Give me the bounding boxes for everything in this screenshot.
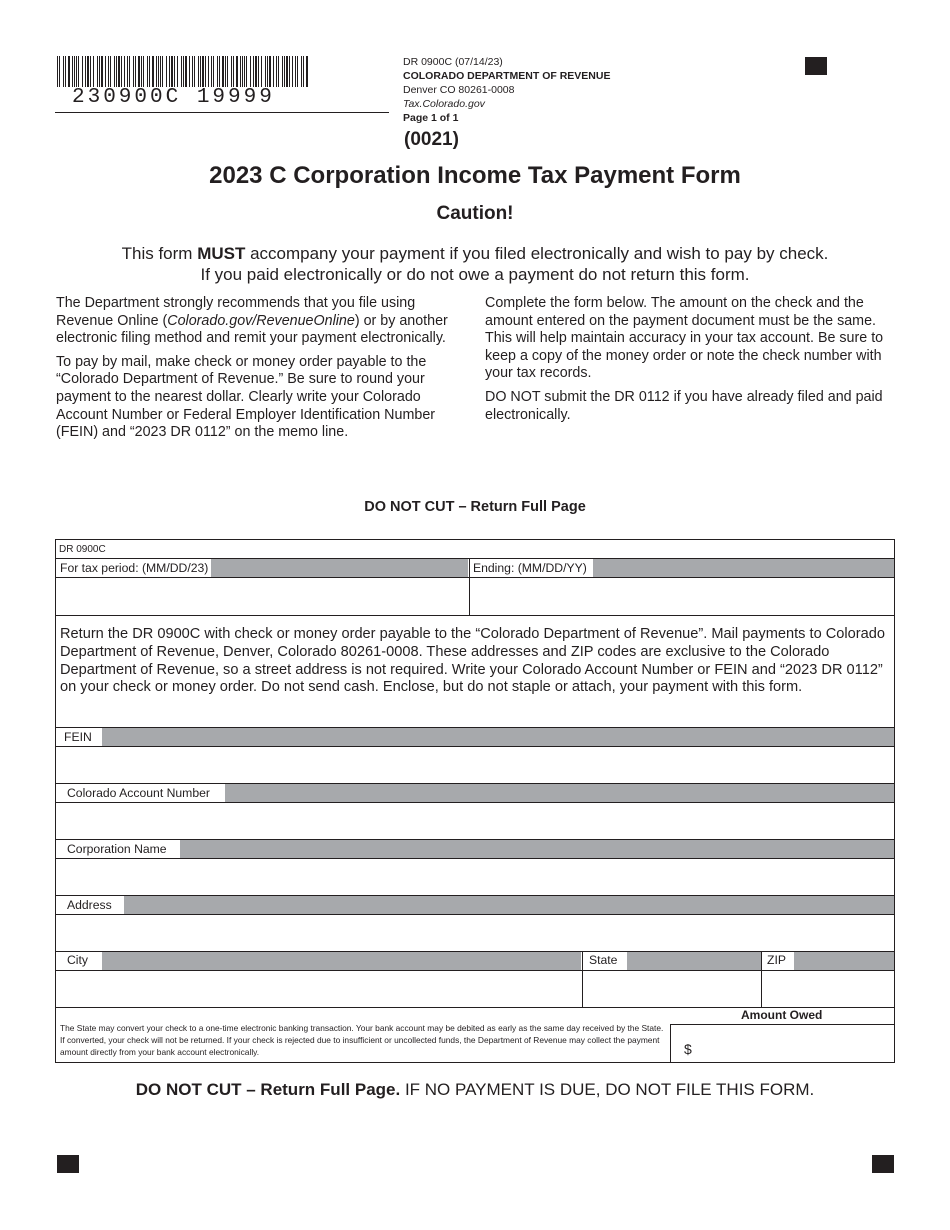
corporation-name-field[interactable] (57, 859, 893, 894)
barcode-bar (276, 56, 277, 87)
address-label: Address (67, 898, 112, 912)
barcode-bar (68, 56, 70, 87)
barcode-bar (267, 56, 268, 87)
barcode-bar (121, 56, 122, 87)
barcode-bar (183, 56, 184, 87)
barcode-bar (244, 56, 245, 87)
barcode-bar (93, 56, 94, 87)
barcode-bar (118, 56, 120, 87)
barcode-underline (55, 112, 389, 113)
barcode-bar (63, 56, 64, 87)
barcode-bar (177, 56, 178, 87)
barcode-bar (85, 56, 86, 87)
registration-mark-top-right (805, 57, 827, 75)
amount-owed-field[interactable] (696, 1026, 892, 1060)
barcode-bar (97, 56, 98, 87)
form-header-info (403, 55, 610, 125)
barcode-bar (78, 56, 79, 87)
barcode-bar (200, 56, 201, 87)
account-number-label: Colorado Account Number (67, 786, 210, 800)
instructions-right-column (485, 295, 897, 430)
barcode-bar (217, 56, 218, 87)
barcode-bar (158, 56, 159, 87)
barcode-bar (261, 56, 262, 87)
barcode-bar (194, 56, 195, 87)
registration-mark-bottom-right (872, 1155, 894, 1173)
barcode-bar (306, 56, 308, 87)
state-label: State (589, 953, 618, 967)
barcode-bar (255, 56, 257, 87)
instruction-complete-form: Complete the form below. The amount on the check and the amount entered on the payment document must be the same. This will help maintain accuracy in your tax account. Be sure to keep a copy of the money order or note the check number with your tax records. (485, 295, 884, 382)
barcode-bar (198, 56, 199, 87)
department-name: COLORADO DEPARTMENT OF REVENUE (403, 70, 611, 82)
state-field[interactable] (584, 971, 760, 1006)
intro-notice (0, 243, 950, 285)
dollar-sign: $ (684, 1041, 692, 1057)
instructions-left-column (56, 295, 468, 448)
barcode-bar (258, 56, 259, 87)
barcode-bar (301, 56, 302, 87)
barcode-bar (72, 56, 73, 87)
barcode-bar (149, 56, 150, 87)
intro-line-1-end: accompany your payment if you filed electronically and wish to pay by check. (245, 244, 829, 263)
tax-period-start-field[interactable] (57, 578, 467, 614)
city-field[interactable] (57, 971, 581, 1006)
barcode-bar (59, 56, 60, 87)
barcode-bar (227, 56, 228, 87)
barcode-bar (213, 56, 214, 87)
intro-line-2: If you paid electronically or do not owe a payment do not return this form. (200, 265, 750, 284)
barcode-bar (303, 56, 304, 87)
barcode (55, 56, 389, 114)
caution-heading: Caution! (436, 203, 514, 224)
barcode-bar (90, 56, 91, 87)
barcode-bar (162, 56, 163, 87)
barcode-bar (181, 56, 182, 87)
tax-period-end-field[interactable] (471, 578, 893, 614)
page-title: 2023 C Corporation Income Tax Payment Form (209, 162, 741, 189)
barcode-bar (174, 56, 175, 87)
barcode-bar (211, 56, 212, 87)
barcode-bar (101, 56, 103, 87)
barcode-bar (278, 56, 279, 87)
department-website: Tax.Colorado.gov (403, 98, 485, 110)
address-field[interactable] (57, 915, 893, 950)
barcode-bar (219, 56, 220, 87)
barcode-bar (82, 56, 83, 87)
intro-line-1-start: This form (121, 244, 198, 263)
barcode-bar (116, 56, 117, 87)
instruction-mail: To pay by mail, make check or money order payable to the “Colorado Department of Revenue.” Be sure to round your payment to the nearest dollar. Clearly write your Colorado Account Number or Federal Employer Identification Number (FEIN) and “2023 DR 0112” on the memo line. (56, 353, 436, 441)
barcode-bar (205, 56, 206, 87)
barcode-bar (57, 56, 58, 87)
zip-label: ZIP (767, 953, 786, 967)
barcode-bar (114, 56, 115, 87)
corporation-name-label: Corporation Name (67, 842, 167, 856)
barcode-bar (250, 56, 251, 87)
page-indicator: Page 1 of 1 (403, 112, 459, 124)
do-not-cut-notice: DO NOT CUT – Return Full Page (364, 499, 586, 515)
barcode-bar (133, 56, 134, 87)
bottom-notice-bold: DO NOT CUT – Return Full Page. (135, 1080, 401, 1099)
barcode-bar (292, 56, 293, 87)
barcode-bar (105, 56, 106, 87)
electronic-conversion-notice: The State may convert your check to a one-time electronic banking transaction. Your bank account may be debited as early as the same day received by the State. If converted, your check will not be returned. If your check is rejected due to insufficient or uncollected funds, the Department of Revenue may collect the payment amount directly from your bank account electronically. (60, 1023, 664, 1057)
barcode-bar (99, 56, 100, 87)
barcode-bar (282, 56, 283, 87)
barcode-bar (297, 56, 298, 87)
barcode-bar (166, 56, 167, 87)
department-address: Denver CO 80261-0008 (403, 84, 515, 96)
barcode-bar (269, 56, 271, 87)
barcode-bar (124, 56, 125, 87)
barcode-bar (156, 56, 157, 87)
barcode-bar (74, 56, 75, 87)
barcode-bar (289, 56, 290, 87)
barcode-bar (135, 56, 136, 87)
barcode-bar (108, 56, 109, 87)
barcode-bar (295, 56, 296, 87)
barcode-bar (222, 56, 224, 87)
instruction-efile-end: ) or by another electronic filing method and remit your payment electronically. (56, 312, 448, 347)
instruction-do-not-submit: DO NOT submit the DR 0112 if you have already filed and paid electronically. (485, 388, 883, 423)
barcode-bar (138, 56, 140, 87)
barcode-bar (152, 56, 154, 87)
intro-line-1 (0, 243, 950, 264)
barcode-bar (87, 56, 89, 87)
barcode-bar (110, 56, 111, 87)
barcode-bar (143, 56, 144, 87)
instruction-efile (56, 295, 468, 348)
registration-mark-bottom-left (57, 1155, 79, 1173)
barcode-bar (246, 56, 247, 87)
barcode-bar (240, 56, 241, 87)
barcode-bar (189, 56, 190, 87)
barcode-bar (169, 56, 170, 87)
barcode-bar (160, 56, 161, 87)
bottom-notice-rest: IF NO PAYMENT IS DUE, DO NOT FILE THIS FORM. (400, 1080, 815, 1099)
barcode-bar (202, 56, 204, 87)
intro-must: MUST (197, 244, 246, 263)
barcode-bar (265, 56, 266, 87)
instruction-efile-start: The Department strongly recommends that you file using Revenue Online ( (56, 295, 416, 329)
barcode-number: 230900C 19999 (72, 86, 275, 109)
barcode-bars (55, 56, 309, 87)
zip-field[interactable] (763, 971, 893, 1006)
barcode-bar (76, 56, 77, 87)
barcode-bar (273, 56, 274, 87)
barcode-bar (147, 56, 148, 87)
barcode-bar (171, 56, 173, 87)
barcode-bar (253, 56, 254, 87)
barcode-bar (65, 56, 66, 87)
form-code: (0021) (404, 129, 459, 150)
barcode-bar (231, 56, 232, 87)
barcode-bar (286, 56, 288, 87)
tax-period-label: For tax period: (MM/DD/23) (60, 561, 209, 575)
return-instructions: Return the DR 0900C with check or money order payable to the “Colorado Department of Revenue”. Mail payments to Colorado Department of Revenue, Denver, Colorado 80261-0008. These addresses and ZIP codes are exclusive to the Colorado Department of Revenue, so a street address is not required. Write your Colorado Account Number or FEIN and “2023 DR 0112” on your check or money order. Do not send cash. Enclose, but do not staple or attach, your payment with this form. (60, 626, 885, 696)
voucher-form-id: DR 0900C (59, 542, 106, 558)
barcode-bar (236, 56, 238, 87)
account-number-field[interactable] (57, 803, 893, 838)
fein-label: FEIN (64, 730, 92, 744)
barcode-bar (127, 56, 128, 87)
barcode-bar (233, 56, 234, 87)
fein-field[interactable] (57, 747, 893, 782)
barcode-bar (185, 56, 187, 87)
revenue-online-link[interactable]: Colorado.gov/RevenueOnline (167, 312, 355, 329)
barcode-bar (141, 56, 142, 87)
barcode-bar (208, 56, 209, 87)
city-label: City (67, 953, 88, 967)
barcode-bar (242, 56, 243, 87)
amount-owed-label: Amount Owed (741, 1008, 823, 1022)
barcode-bar (129, 56, 130, 87)
barcode-bar (192, 56, 193, 87)
barcode-bar (225, 56, 226, 87)
payment-voucher (55, 539, 895, 1063)
barcode-bar (284, 56, 285, 87)
form-number: DR 0900C (07/14/23) (403, 56, 503, 68)
ending-label: Ending: (MM/DD/YY) (473, 561, 587, 575)
bottom-notice (0, 1080, 950, 1100)
